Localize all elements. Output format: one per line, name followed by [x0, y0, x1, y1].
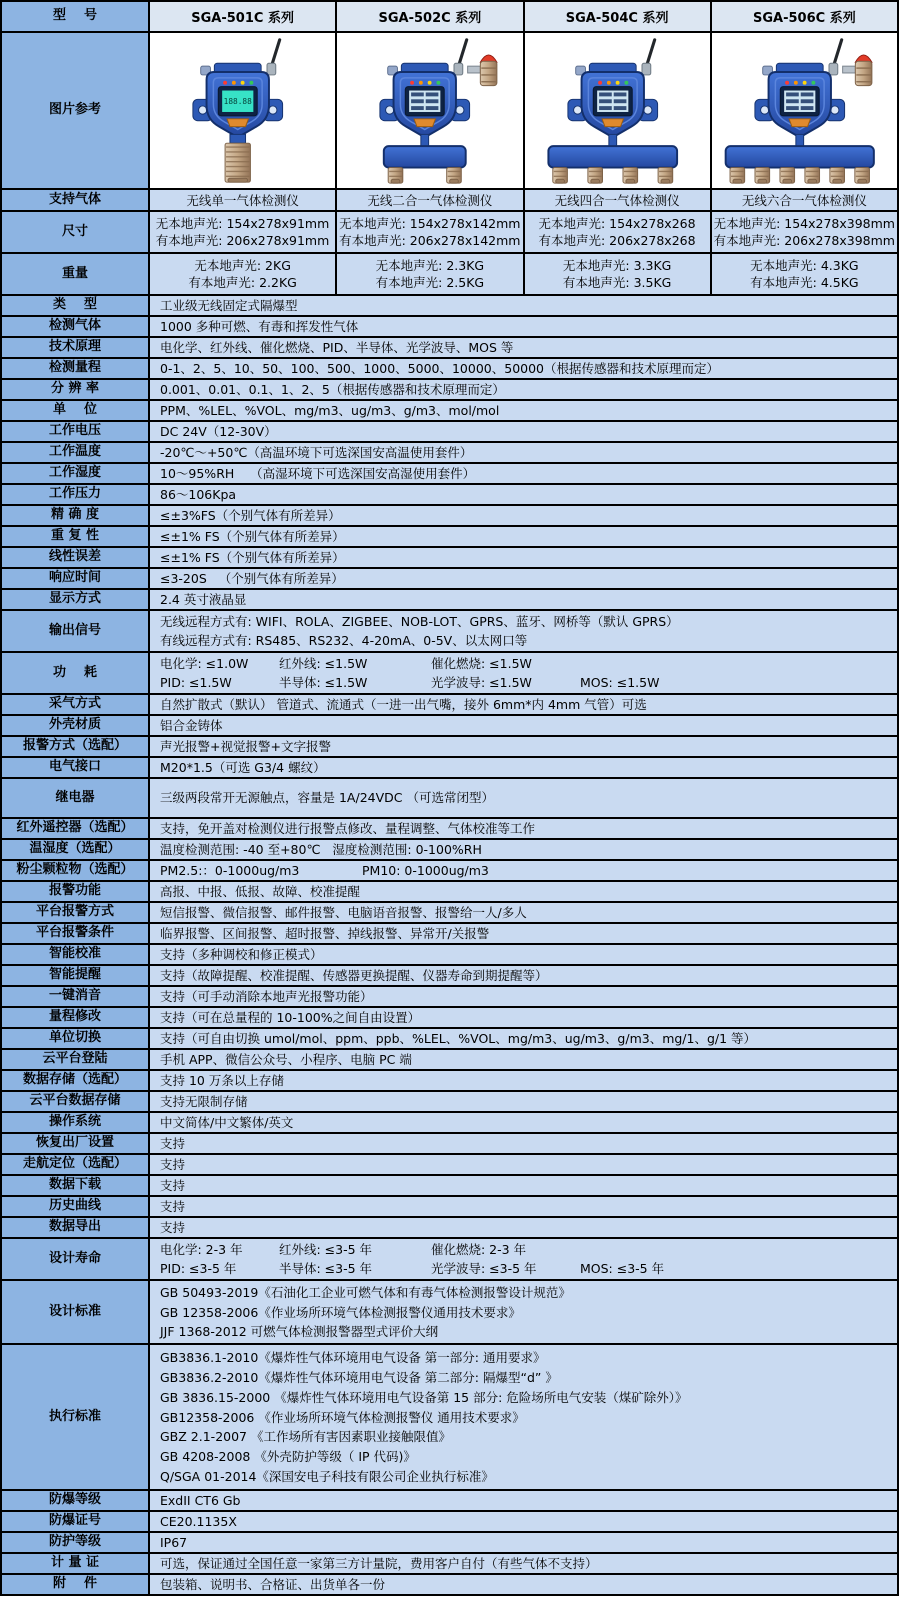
spec-value: 支持（可自由切换 umol/mol、ppm、ppb、%LEL、%VOL、mg/m3、ug/m3、g/m3、mg/1、g/1 等）: [148, 1029, 897, 1048]
spec-row: [2, 735, 897, 756]
column-text-line: 无本地声光: 154x278x142mm: [339, 215, 521, 231]
spec-row: [2, 609, 897, 651]
spec-value: 1000 多种可燃、有毒和挥发性气体: [148, 317, 897, 336]
spec-value: ExdII CT6 Gb: [148, 1491, 897, 1510]
spec-value: M20*1.5（可选 G3/4 螺纹）: [148, 758, 897, 777]
spec-value-line: JJF 1368-2012 可燃气体检测报警器型式评价大纲: [160, 1323, 439, 1339]
row-label: 重量: [2, 254, 148, 294]
spec-value: 10～95%RH （高湿环境下可选深国安高湿使用套件）: [148, 464, 897, 483]
spec-value-segment: 光学波导: ≤1.5W: [431, 674, 532, 690]
spec-value: 铝合金铸体: [148, 716, 897, 735]
model-header-sga-504c: SGA-504C 系列: [523, 2, 710, 31]
spec-value-line: GB3836.1-2010《爆炸性气体环境用电气设备 第一部分: 通用要求》: [160, 1349, 546, 1365]
model-header-sga-501c: SGA-501C 系列: [148, 2, 335, 31]
spec-row: [2, 922, 897, 943]
spec-row: [2, 1027, 897, 1048]
spec-row: [2, 756, 897, 777]
model-column-value: [710, 212, 897, 252]
spec-row: [2, 567, 897, 588]
spec-row: [2, 546, 897, 567]
spec-value-multiline: [148, 1281, 897, 1343]
model-column-value: [148, 190, 335, 210]
spec-value-segmented: [148, 861, 897, 880]
model-header-sga-506c: SGA-506C 系列: [710, 2, 897, 31]
spec-row: [2, 399, 897, 420]
device-figure-sga-501c: [148, 33, 335, 188]
spec-value-segment: MOS: ≤3-5 年: [580, 1260, 665, 1276]
spec-row: [2, 693, 897, 714]
spec-value: 支持（多种调校和修正模式）: [148, 945, 897, 964]
row-label: 线性误差: [2, 548, 148, 567]
spec-row: [2, 357, 897, 378]
column-text-line: 有本地声光: 4.5KG: [750, 275, 859, 291]
spec-value: ≤±3%FS（个别气体有所差异）: [148, 506, 897, 525]
spec-row: [2, 252, 897, 294]
spec-row: [2, 1174, 897, 1195]
device-figure-sga-502c: [335, 33, 522, 188]
gas-detector-illustration: [525, 35, 710, 187]
spec-value: 2.4 英寸液晶显: [148, 590, 897, 609]
spec-row: [2, 1552, 897, 1573]
row-label: 智能提醒: [2, 966, 148, 985]
spec-value: PPM、%LEL、%VOL、mg/m3、ug/m3、g/m3、mol/mol: [148, 401, 897, 420]
gas-detector-illustration: [337, 35, 522, 187]
column-text-line: 有本地声光: 206x278x91mm: [155, 233, 330, 249]
spec-row: [2, 838, 897, 859]
column-text: 无线六合一气体检测仪: [741, 192, 867, 208]
row-label: 采气方式: [2, 695, 148, 714]
spec-row: [2, 1343, 897, 1489]
column-text-line: 有本地声光: 206x278x398mm: [713, 233, 895, 249]
spec-value: 工业级无线固定式隔爆型: [148, 296, 897, 315]
spec-value-line: 无线远程方式有: WIFI、ROLA、ZIGBEE、NOB-LOT、GPRS、蓝牙、网桥等（默认 GPRS）: [160, 614, 679, 630]
model-column-value: [710, 254, 897, 294]
row-label: 红外遥控器（选配）: [2, 819, 148, 838]
spec-row: [2, 588, 897, 609]
row-label: 单 位: [2, 401, 148, 420]
row-label: 数据导出: [2, 1218, 148, 1237]
row-label: 温湿度（选配）: [2, 840, 148, 859]
spec-row: [2, 1132, 897, 1153]
row-label: 恢复出厂设置: [2, 1134, 148, 1153]
spec-value-line: [160, 1242, 887, 1257]
model-column-value: [148, 212, 335, 252]
column-text-line: 有本地声光: 206x278x268: [538, 233, 696, 249]
model-header-sga-502c: SGA-502C 系列: [335, 2, 522, 31]
row-label: 操作系统: [2, 1113, 148, 1132]
spec-row: [2, 901, 897, 922]
spec-value: -20℃～+50℃（高温环境下可选深国安高温使用套件）: [148, 443, 897, 462]
spec-row: [2, 817, 897, 838]
row-label: 数据存储（选配）: [2, 1071, 148, 1090]
row-label: 工作湿度: [2, 464, 148, 483]
spec-row: [2, 420, 897, 441]
spec-row: [2, 1237, 897, 1279]
row-label: 检测量程: [2, 359, 148, 378]
spec-value-segment: 光学波导: ≤3-5 年: [431, 1260, 537, 1276]
column-text-line: 有本地声光: 2.5KG: [375, 275, 485, 291]
row-label: 走航定位（选配）: [2, 1155, 148, 1174]
model-column-value: [523, 212, 710, 252]
spec-value-segment: PID: ≤1.5W: [160, 674, 232, 690]
row-label: 数据下载: [2, 1176, 148, 1195]
device-figure-sga-506c: [710, 33, 897, 188]
spec-value: 支持（可手动消除本地声光报警功能）: [148, 987, 897, 1006]
spec-row: [2, 188, 897, 210]
row-label: 尺寸: [2, 212, 148, 252]
spec-row: [2, 1279, 897, 1343]
spec-value-line: GB 50493-2019《石油化工企业可燃气体和有毒气体检测报警设计规范》: [160, 1285, 571, 1301]
gas-detector-illustration: [712, 35, 897, 187]
spec-value: 支持: [148, 1197, 897, 1216]
spec-value: 支持，免开盖对检测仪进行报警点修改、量程调整、气体校准等工作: [148, 819, 897, 838]
spec-value-segment: PM10: 0-1000ug/m3: [362, 863, 489, 878]
spec-value: 0-1、2、5、10、50、100、500、1000、5000、10000、50000（根据传感器和技术原理而定）: [148, 359, 897, 378]
row-label: 平台报警条件: [2, 924, 148, 943]
row-label: 响应时间: [2, 569, 148, 588]
spec-value: ≤±1% FS（个别气体有所差异）: [148, 548, 897, 567]
spec-row: [2, 1510, 897, 1531]
row-label: 报警功能: [2, 882, 148, 901]
spec-row: [2, 1006, 897, 1027]
row-label: 计 量 证: [2, 1554, 148, 1573]
spec-row: [2, 1573, 897, 1594]
model-column-value: [710, 190, 897, 210]
spec-value-segment: 催化燃烧: ≤1.5W: [431, 656, 532, 672]
spec-value: 0.001、0.01、0.1、1、2、5（根据传感器和技术原理而定）: [148, 380, 897, 399]
row-label: 检测气体: [2, 317, 148, 336]
spec-row: [2, 964, 897, 985]
row-label: 量程修改: [2, 1008, 148, 1027]
spec-value: ≤3-20S （个别气体有所差异）: [148, 569, 897, 588]
spec-value: 自然扩散式（默认） 管道式、流通式（一进一出气嘴，接外 6mm*内 4mm 气管）可选: [148, 695, 897, 714]
row-label: 平台报警方式: [2, 903, 148, 922]
spec-row: [2, 777, 897, 817]
model-column-value: [335, 190, 522, 210]
spec-value-segment: PID: ≤3-5 年: [160, 1260, 237, 1276]
spec-value-line: [160, 863, 887, 878]
column-text-line: 无本地声光: 4.3KG: [750, 257, 859, 273]
spec-value-segment: 催化燃烧: 2-3 年: [431, 1242, 527, 1258]
row-label: 精 确 度: [2, 506, 148, 525]
row-label-images: 图片参考: [2, 33, 148, 188]
column-text-line: 有本地声光: 3.5KG: [562, 275, 672, 291]
spec-row: [2, 315, 897, 336]
column-text-line: 有本地声光: 2.2KG: [188, 275, 297, 291]
spec-value: 电化学、红外线、催化燃烧、PID、半导体、光学波导、MOS 等: [148, 338, 897, 357]
spec-value-multiline: [148, 1345, 897, 1489]
row-label: 电气接口: [2, 758, 148, 777]
row-label: 类 型: [2, 296, 148, 315]
row-label: 继电器: [2, 779, 148, 817]
spec-value-segmented: [148, 653, 897, 693]
spec-row: [2, 441, 897, 462]
spec-row: [2, 651, 897, 693]
row-label: 支持气体: [2, 190, 148, 210]
spec-value: 高报、中报、低报、故障、校准提醒: [148, 882, 897, 901]
row-label: 历史曲线: [2, 1197, 148, 1216]
spec-value: 支持: [148, 1176, 897, 1195]
spec-value-line: GB 12358-2006《作业场所环境气体检测报警仪通用技术要求》: [160, 1304, 521, 1320]
spec-value: 手机 APP、微信公众号、小程序、电脑 PC 端: [148, 1050, 897, 1069]
spec-row: [2, 378, 897, 399]
spec-row: [2, 714, 897, 735]
spec-value-line: Q/SGA 01-2014《深国安电子科技有限公司企业执行标准》: [160, 1469, 494, 1485]
spec-row: [2, 210, 897, 252]
model-column-value: [148, 254, 335, 294]
spec-value-segment: 半导体: ≤1.5W: [279, 674, 368, 690]
spec-value: 支持: [148, 1218, 897, 1237]
column-text-line: 无本地声光: 154x278x268: [538, 215, 696, 231]
column-text-line: 有本地声光: 206x278x142mm: [339, 233, 521, 249]
spec-value: 三级两段常开无源触点，容量是 1A/24VDC （可选常闭型）: [148, 779, 897, 817]
row-label: 功 耗: [2, 653, 148, 693]
model-column-value: [523, 254, 710, 294]
spec-value-segment: 红外线: ≤3-5 年: [279, 1242, 373, 1258]
model-column-value: [335, 212, 522, 252]
spec-value-multiline: [148, 611, 897, 651]
spec-row: [2, 525, 897, 546]
row-label: 云平台登陆: [2, 1050, 148, 1069]
spec-row: [2, 880, 897, 901]
row-label: 重 复 性: [2, 527, 148, 546]
row-label: 工作温度: [2, 443, 148, 462]
spec-row: [2, 1090, 897, 1111]
spec-value: 可选，保证通过全国任意一家第三方计量院，费用客户自付（有些气体不支持）: [148, 1554, 897, 1573]
spec-value: 包装箱、说明书、合格证、出货单各一份: [148, 1575, 897, 1594]
spec-value: 临界报警、区间报警、超时报警、掉线报警、异常开/关报警: [148, 924, 897, 943]
column-text-line: 无本地声光: 3.3KG: [562, 257, 672, 273]
spec-row: [2, 859, 897, 880]
column-text: 无线单一气体检测仪: [186, 192, 299, 208]
spec-value-line: [160, 675, 887, 690]
spec-row: [2, 294, 897, 315]
row-label: 设计寿命: [2, 1239, 148, 1279]
spec-value: 支持: [148, 1155, 897, 1174]
row-label: 执行标准: [2, 1345, 148, 1489]
spec-value-segment: MOS: ≤1.5W: [580, 674, 660, 690]
spec-value-line: GB 3836.15-2000 《爆炸性气体环境用电气设备第 15 部分: 危险场所电气安装（煤矿除外）》: [160, 1389, 688, 1405]
column-text-line: 无本地声光: 154x278x398mm: [713, 215, 895, 231]
spec-value: DC 24V（12-30V）: [148, 422, 897, 441]
spec-row: [2, 1069, 897, 1090]
row-label: 云平台数据存储: [2, 1092, 148, 1111]
spec-row: [2, 336, 897, 357]
column-text-line: 无本地声光: 154x278x91mm: [155, 215, 330, 231]
column-text-line: 无本地声光: 2.3KG: [375, 257, 485, 273]
spec-row: [2, 943, 897, 964]
row-label: 防爆等级: [2, 1491, 148, 1510]
column-text: 无线四合一气体检测仪: [554, 192, 680, 208]
spec-value-segment: 半导体: ≤3-5 年: [279, 1260, 373, 1276]
spec-value-line: GB12358-2006 《作业场所环境气体检测报警仪 通用技术要求》: [160, 1409, 525, 1425]
spec-value: 支持（故障提醒、校准提醒、传感器更换提醒、仪器寿命到期提醒等）: [148, 966, 897, 985]
row-label-model: 型 号: [2, 2, 148, 31]
row-label: 防护等级: [2, 1533, 148, 1552]
row-label: 智能校准: [2, 945, 148, 964]
spec-row: [2, 462, 897, 483]
spec-row: [2, 1489, 897, 1510]
spec-value-line: GB3836.2-2010《爆炸性气体环境用电气设备 第二部分: 隔爆型“d” 》: [160, 1369, 558, 1385]
column-text: 无线二合一气体检测仪: [367, 192, 493, 208]
column-text-line: 无本地声光: 2KG: [194, 257, 291, 273]
row-label: 输出信号: [2, 611, 148, 651]
spec-row: [2, 1216, 897, 1237]
spec-value-line: GBZ 2.1-2007 《工作场所有害因素职业接触限值》: [160, 1429, 451, 1445]
spec-value-line: 有线远程方式有: RS485、RS232、4-20mA、0-5V、以太网口等: [160, 632, 528, 648]
gas-detector-illustration: [150, 35, 335, 187]
spec-value: 支持（可在总量程的 10-100%之间自由设置）: [148, 1008, 897, 1027]
device-figure-sga-504c: [523, 33, 710, 188]
row-label: 显示方式: [2, 590, 148, 609]
spec-value-segment: 电化学: ≤1.0W: [160, 656, 249, 672]
spec-row: [2, 1111, 897, 1132]
row-label: 外壳材质: [2, 716, 148, 735]
spec-value: 中文简体/中文繁体/英文: [148, 1113, 897, 1132]
row-label: 技术原理: [2, 338, 148, 357]
row-label: 设计标准: [2, 1281, 148, 1343]
spec-value-line: [160, 656, 887, 671]
model-column-value: [335, 254, 522, 294]
spec-row: [2, 985, 897, 1006]
spec-value-segment: 红外线: ≤1.5W: [279, 656, 368, 672]
spec-row: [2, 1153, 897, 1174]
spec-row: [2, 1048, 897, 1069]
spec-value: 温度检测范围: -40 至+80℃ 湿度检测范围: 0-100%RH: [148, 840, 897, 859]
spec-value: IP67: [148, 1533, 897, 1552]
row-label: 附 件: [2, 1575, 148, 1594]
spec-row: [2, 1531, 897, 1552]
spec-value: 支持: [148, 1134, 897, 1153]
row-label: 工作压力: [2, 485, 148, 504]
spec-value-segment: PM2.5:：0-1000ug/m3: [160, 863, 300, 878]
spec-value: 86～106Kpa: [148, 485, 897, 504]
spec-row: [2, 504, 897, 525]
spec-value-line: [160, 1261, 887, 1276]
row-label: 工作电压: [2, 422, 148, 441]
spec-value: CE20.1135X: [148, 1512, 897, 1531]
spec-row: [2, 483, 897, 504]
spec-value-segmented: [148, 1239, 897, 1279]
row-label: 分 辨 率: [2, 380, 148, 399]
spec-value-segment: 电化学: 2-3 年: [160, 1242, 243, 1258]
row-label: 一键消音: [2, 987, 148, 1006]
spec-value: 支持 10 万条以上存储: [148, 1071, 897, 1090]
spec-value-line: GB 4208-2008 《外壳防护等级（ IP 代码)》: [160, 1449, 416, 1465]
row-label: 粉尘颗粒物（选配）: [2, 861, 148, 880]
model-header-row: [2, 2, 897, 31]
svg-text:188.88: 188.88: [223, 96, 252, 106]
spec-value: 支持无限制存储: [148, 1092, 897, 1111]
spec-row: [2, 1195, 897, 1216]
image-reference-row: [2, 31, 897, 188]
spec-value: 声光报警+视觉报警+文字报警: [148, 737, 897, 756]
row-label: 报警方式（选配）: [2, 737, 148, 756]
model-column-value: [523, 190, 710, 210]
spec-value: 短信报警、微信报警、邮件报警、电脑语音报警、报警给一人/多人: [148, 903, 897, 922]
spec-value: ≤±1% FS（个别气体有所差异）: [148, 527, 897, 546]
row-label: 防爆证号: [2, 1512, 148, 1531]
row-label: 单位切换: [2, 1029, 148, 1048]
